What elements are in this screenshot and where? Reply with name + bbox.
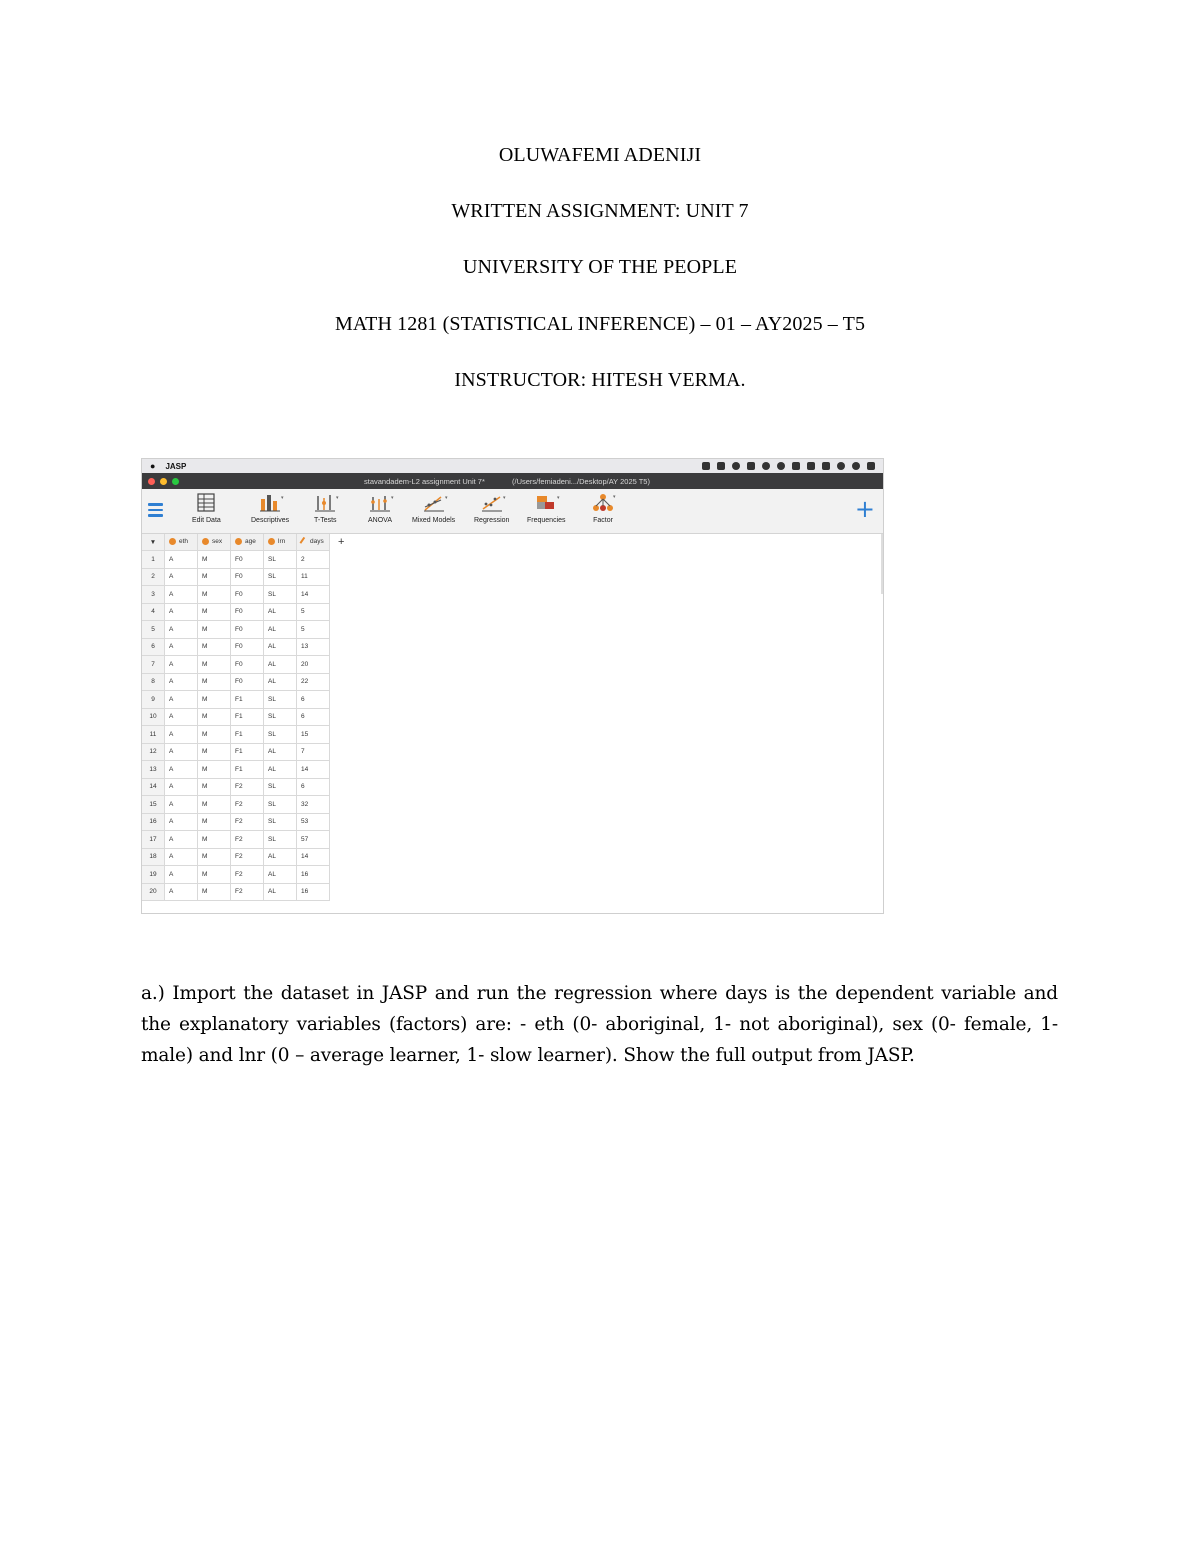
- table-cell[interactable]: A: [165, 708, 198, 726]
- svg-text:▾: ▾: [444, 495, 448, 501]
- table-cell[interactable]: SL: [264, 831, 297, 849]
- status-icon: [732, 462, 740, 470]
- table-row: [142, 831, 348, 849]
- status-icon: [792, 462, 800, 470]
- tool-t-tests[interactable]: [314, 493, 337, 524]
- bluetooth-icon: [807, 462, 815, 470]
- window-path: (/Users/femiadeni.../Desktop/AY 2025 T5): [512, 476, 650, 486]
- svg-text:▾: ▾: [502, 495, 506, 501]
- table-cell[interactable]: A: [165, 568, 198, 586]
- tool-mixed-models[interactable]: [412, 493, 455, 524]
- svg-text:▾: ▾: [391, 495, 394, 501]
- jasp-toolbar: [142, 489, 883, 534]
- table-row: [142, 568, 348, 586]
- add-column-label: +: [338, 536, 345, 549]
- tool-label: Factor: [593, 517, 613, 524]
- row-number: 4: [142, 603, 165, 621]
- close-window-button[interactable]: [148, 478, 155, 485]
- menubar-status-icons: [702, 462, 875, 470]
- table-cell[interactable]: A: [165, 778, 198, 796]
- row-number: 1: [142, 551, 165, 569]
- column-header-sex[interactable]: [198, 534, 231, 551]
- table-cell[interactable]: M: [198, 603, 231, 621]
- row-number: 15: [142, 796, 165, 814]
- jasp-screenshot: [141, 458, 884, 914]
- window-title: stavandadem-L2 assignment Unit 7*: [364, 476, 485, 486]
- table-cell[interactable]: AL: [264, 621, 297, 639]
- tool-regression[interactable]: [474, 493, 509, 524]
- table-cell[interactable]: A: [165, 656, 198, 674]
- tool-anova[interactable]: [368, 493, 392, 524]
- table-cell[interactable]: AL: [264, 761, 297, 779]
- data-grid-area: [142, 534, 883, 913]
- t-test-icon: [314, 493, 339, 513]
- table-cell[interactable]: A: [165, 866, 198, 884]
- apple-icon: ●: [150, 461, 156, 471]
- table-cell[interactable]: F2: [231, 831, 264, 849]
- table-cell[interactable]: 6: [297, 708, 330, 726]
- table-cell[interactable]: SL: [264, 568, 297, 586]
- tool-label: T-Tests: [314, 517, 337, 524]
- mac-menubar: [142, 459, 883, 473]
- table-cell[interactable]: 2: [297, 551, 330, 569]
- spreadsheet-icon: [195, 493, 217, 513]
- table-cell[interactable]: M: [198, 586, 231, 604]
- table-cell[interactable]: A: [165, 603, 198, 621]
- search-icon: [852, 462, 860, 470]
- table-cell[interactable]: 11: [297, 568, 330, 586]
- hamburger-menu-icon[interactable]: [148, 503, 163, 517]
- table-cell[interactable]: M: [198, 638, 231, 656]
- table-cell[interactable]: A: [165, 638, 198, 656]
- table-cell[interactable]: 13: [297, 638, 330, 656]
- table-cell[interactable]: AL: [264, 673, 297, 691]
- table-header-row: [142, 534, 348, 551]
- row-number: 10: [142, 708, 165, 726]
- row-number: 3: [142, 586, 165, 604]
- maximize-window-button[interactable]: [172, 478, 179, 485]
- column-name: days: [310, 538, 324, 546]
- table-cell[interactable]: M: [198, 621, 231, 639]
- table-cell[interactable]: 14: [297, 848, 330, 866]
- table-cell[interactable]: A: [165, 726, 198, 744]
- university-name: UNIVERSITY OF THE PEOPLE: [462, 256, 738, 278]
- row-number: 9: [142, 691, 165, 709]
- column-header-lrn[interactable]: [264, 534, 297, 551]
- table-row: [142, 586, 348, 604]
- tool-label: Descriptives: [251, 517, 290, 524]
- tool-label: Edit Data: [192, 517, 221, 524]
- table-cell[interactable]: M: [198, 866, 231, 884]
- table-cell[interactable]: 14: [297, 586, 330, 604]
- table-cell[interactable]: SL: [264, 796, 297, 814]
- window-titlebar: [142, 473, 883, 489]
- table-cell[interactable]: 57: [297, 831, 330, 849]
- control-center-icon: [867, 462, 875, 470]
- table-cell[interactable]: A: [165, 691, 198, 709]
- table-cell[interactable]: M: [198, 848, 231, 866]
- svg-text:▾: ▾: [613, 494, 616, 500]
- scale-variable-icon: [300, 537, 309, 546]
- table-row: [142, 813, 348, 831]
- table-cell[interactable]: SL: [264, 778, 297, 796]
- table-cell[interactable]: F0: [231, 656, 264, 674]
- table-cell[interactable]: AL: [264, 603, 297, 621]
- instructor-name: INSTRUCTOR: HITESH VERMA.: [454, 369, 746, 391]
- table-cell[interactable]: SL: [264, 726, 297, 744]
- svg-text:▾: ▾: [557, 495, 560, 501]
- table-row: [142, 656, 348, 674]
- status-icon: [702, 462, 710, 470]
- table-cell[interactable]: 6: [297, 691, 330, 709]
- table-cell[interactable]: F0: [231, 673, 264, 691]
- table-cell[interactable]: M: [198, 708, 231, 726]
- table-cell[interactable]: F2: [231, 813, 264, 831]
- table-row: [142, 761, 348, 779]
- data-table: [142, 534, 348, 901]
- table-cell[interactable]: M: [198, 568, 231, 586]
- tool-label: ANOVA: [368, 517, 392, 524]
- table-cell[interactable]: M: [198, 673, 231, 691]
- tool-label: Regression: [474, 517, 510, 524]
- status-icon: [717, 462, 725, 470]
- table-row: [142, 621, 348, 639]
- row-number: 13: [142, 761, 165, 779]
- table-cell[interactable]: 14: [297, 761, 330, 779]
- column-name: lrn: [278, 538, 286, 546]
- table-cell[interactable]: F2: [231, 796, 264, 814]
- table-cell[interactable]: 32: [297, 796, 330, 814]
- moon-icon: [762, 462, 770, 470]
- anova-icon: [369, 493, 394, 513]
- table-cell[interactable]: F1: [231, 708, 264, 726]
- table-cell[interactable]: M: [198, 726, 231, 744]
- table-cell[interactable]: F1: [231, 726, 264, 744]
- row-number: 12: [142, 743, 165, 761]
- table-cell[interactable]: 22: [297, 673, 330, 691]
- row-number: 17: [142, 831, 165, 849]
- table-row: [142, 883, 348, 901]
- table-cell[interactable]: 53: [297, 813, 330, 831]
- table-cell[interactable]: F0: [231, 621, 264, 639]
- author-name: OLUWAFEMI ADENIJI: [498, 144, 702, 166]
- table-cell[interactable]: F2: [231, 883, 264, 901]
- table-cell[interactable]: M: [198, 761, 231, 779]
- table-cell[interactable]: F0: [231, 638, 264, 656]
- table-cell[interactable]: F1: [231, 691, 264, 709]
- table-cell[interactable]: M: [198, 883, 231, 901]
- svg-text:▾: ▾: [281, 495, 284, 501]
- frequencies-icon: [535, 493, 560, 513]
- filter-icon[interactable]: ▼: [142, 534, 165, 551]
- table-cell[interactable]: F0: [231, 551, 264, 569]
- table-cell[interactable]: A: [165, 743, 198, 761]
- table-cell[interactable]: F2: [231, 866, 264, 884]
- table-cell[interactable]: A: [165, 551, 198, 569]
- add-column-button[interactable]: [330, 534, 349, 551]
- table-cell[interactable]: SL: [264, 708, 297, 726]
- table-cell[interactable]: F0: [231, 603, 264, 621]
- table-cell[interactable]: AL: [264, 883, 297, 901]
- table-cell[interactable]: A: [165, 831, 198, 849]
- table-row: [142, 726, 348, 744]
- table-cell[interactable]: SL: [264, 586, 297, 604]
- table-cell[interactable]: A: [165, 673, 198, 691]
- table-cell[interactable]: 5: [297, 621, 330, 639]
- table-cell[interactable]: A: [165, 848, 198, 866]
- table-cell[interactable]: AL: [264, 638, 297, 656]
- table-row: [142, 848, 348, 866]
- question-a: a.) Import the dataset in JASP and run the regression where days is the dependent variable and the explanatory variables (factors) are: - eth (0- aboriginal, 1- not aboriginal), sex (0- female, 1- male) and lnr (0 – average learner, 1- slow learner). Show the full output from JASP.: [141, 983, 1058, 1066]
- table-cell[interactable]: 5: [297, 603, 330, 621]
- row-number: 18: [142, 848, 165, 866]
- row-number: 7: [142, 656, 165, 674]
- regression-icon: [481, 493, 506, 513]
- nominal-variable-icon: [268, 538, 275, 545]
- table-cell[interactable]: SL: [264, 813, 297, 831]
- table-cell[interactable]: M: [198, 743, 231, 761]
- row-number: 5: [142, 621, 165, 639]
- table-cell[interactable]: AL: [264, 866, 297, 884]
- row-number: 19: [142, 866, 165, 884]
- table-cell[interactable]: F2: [231, 848, 264, 866]
- table-cell[interactable]: AL: [264, 848, 297, 866]
- svg-text:▾: ▾: [336, 495, 339, 501]
- table-cell[interactable]: F0: [231, 586, 264, 604]
- table-cell[interactable]: 7: [297, 743, 330, 761]
- status-icon: [747, 462, 755, 470]
- table-cell[interactable]: F0: [231, 568, 264, 586]
- tool-label: Mixed Models: [412, 517, 456, 524]
- assignment-title: WRITTEN ASSIGNMENT: UNIT 7: [451, 200, 749, 222]
- menubar-app-name: JASP: [165, 461, 187, 471]
- column-name: sex: [212, 538, 223, 546]
- course-name: MATH 1281 (STATISTICAL INFERENCE) – 01 – AY2025 – T5: [334, 313, 866, 335]
- tool-descriptives[interactable]: [251, 493, 289, 524]
- table-row: [142, 673, 348, 691]
- table-cell[interactable]: F1: [231, 743, 264, 761]
- table-cell[interactable]: 16: [297, 883, 330, 901]
- wifi-icon: [837, 462, 845, 470]
- factor-icon: [592, 493, 614, 513]
- tool-frequencies[interactable]: [527, 493, 566, 524]
- table-cell[interactable]: 6: [297, 778, 330, 796]
- table-cell[interactable]: AL: [264, 743, 297, 761]
- table-cell[interactable]: A: [165, 813, 198, 831]
- volume-icon: [822, 462, 830, 470]
- column-header-days[interactable]: [297, 534, 330, 551]
- table-cell[interactable]: A: [165, 621, 198, 639]
- table-cell[interactable]: A: [165, 883, 198, 901]
- nominal-variable-icon: [169, 538, 176, 545]
- table-cell[interactable]: M: [198, 551, 231, 569]
- bar-chart-icon: [259, 493, 284, 513]
- table-row: [142, 551, 348, 569]
- table-row: [142, 866, 348, 884]
- table-row: [142, 638, 348, 656]
- table-row: [142, 708, 348, 726]
- table-cell[interactable]: 15: [297, 726, 330, 744]
- table-cell[interactable]: M: [198, 813, 231, 831]
- table-cell[interactable]: F1: [231, 761, 264, 779]
- table-cell[interactable]: SL: [264, 691, 297, 709]
- table-cell[interactable]: A: [165, 761, 198, 779]
- table-cell[interactable]: M: [198, 796, 231, 814]
- row-number: 6: [142, 638, 165, 656]
- table-cell[interactable]: M: [198, 691, 231, 709]
- mixed-models-icon: [423, 493, 448, 513]
- table-cell[interactable]: 16: [297, 866, 330, 884]
- nominal-variable-icon: [235, 538, 242, 545]
- row-number: 2: [142, 568, 165, 586]
- column-name: eth: [179, 538, 189, 546]
- table-cell[interactable]: M: [198, 778, 231, 796]
- table-cell[interactable]: AL: [264, 656, 297, 674]
- column-name: age: [245, 538, 256, 546]
- table-cell[interactable]: A: [165, 796, 198, 814]
- table-row: [142, 778, 348, 796]
- clock-icon: [777, 462, 785, 470]
- table-cell[interactable]: 20: [297, 656, 330, 674]
- table-cell[interactable]: SL: [264, 551, 297, 569]
- row-number: 14: [142, 778, 165, 796]
- table-row: [142, 691, 348, 709]
- table-cell[interactable]: M: [198, 831, 231, 849]
- table-cell[interactable]: F2: [231, 778, 264, 796]
- vertical-scrollbar[interactable]: [881, 534, 883, 594]
- table-row: [142, 743, 348, 761]
- tool-edit-data[interactable]: [192, 493, 221, 524]
- row-number: 11: [142, 726, 165, 744]
- row-number: 16: [142, 813, 165, 831]
- table-row: [142, 603, 348, 621]
- row-number: 8: [142, 673, 165, 691]
- column-header-eth[interactable]: [165, 534, 198, 551]
- column-header-age[interactable]: [231, 534, 264, 551]
- table-cell[interactable]: M: [198, 656, 231, 674]
- minimize-window-button[interactable]: [160, 478, 167, 485]
- add-module-button[interactable]: +: [854, 495, 875, 523]
- nominal-variable-icon: [202, 538, 209, 545]
- row-number: 20: [142, 883, 165, 901]
- tool-factor[interactable]: [592, 493, 614, 524]
- tool-label: Frequencies: [527, 517, 566, 524]
- table-row: [142, 796, 348, 814]
- table-cell[interactable]: A: [165, 586, 198, 604]
